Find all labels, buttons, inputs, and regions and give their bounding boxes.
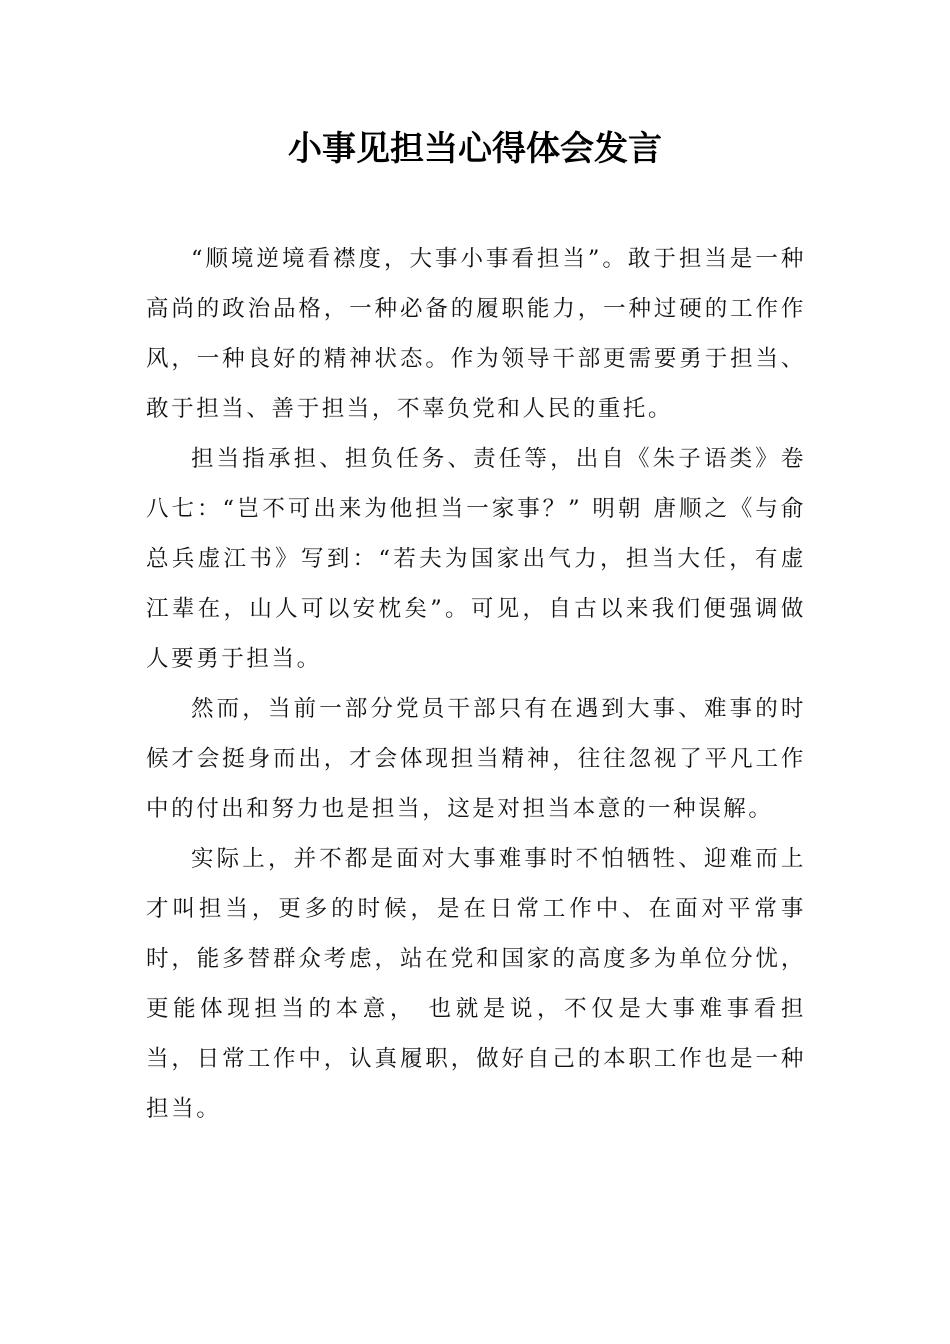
paragraph-1: “顺境逆境看襟度，大事小事看担当”。敢于担当是一种高尚的政治品格，一种必备的履职能力，一种过硬的工作作风，一种良好的精神状态。作为领导干部更需要勇于担当、敢于担当、善于担当，不辜负党和人民的重托。: [146, 246, 806, 422]
paragraph-2: 担当指承担、担负任务、责任等，出自《朱子语类》卷八七：“岂不可出来为他担当一家事？” 明朝 唐顺之《与俞总兵虚江书》写到：“若夫为国家出气力，担当大任，有虚江辈在，山人可以安枕矣”。可见，自古以来我们便强调做人要勇于担当。: [146, 446, 806, 672]
paragraph-4: 实际上，并不都是面对大事难事时不怕牺牲、迎难而上才叫担当，更多的时候，是在日常工作中、在面对平常事时，能多替群众考虑，站在党和国家的高度多为单位分忧，更能体现担当的本意， 也就是说，不仅是大事难事看担当，日常工作中，认真履职，做好自己的本职工作也是一种担当。: [146, 846, 806, 1122]
document-title: 小事见担当心得体会发言: [288, 129, 662, 169]
document-body: [146, 234, 806, 1134]
paragraph-3: 然而，当前一部分党员干部只有在遇到大事、难事的时候才会挺身而出，才会体现担当精神，往往忽视了平凡工作中的付出和努力也是担当，这是对担当本意的一种误解。: [146, 696, 806, 822]
